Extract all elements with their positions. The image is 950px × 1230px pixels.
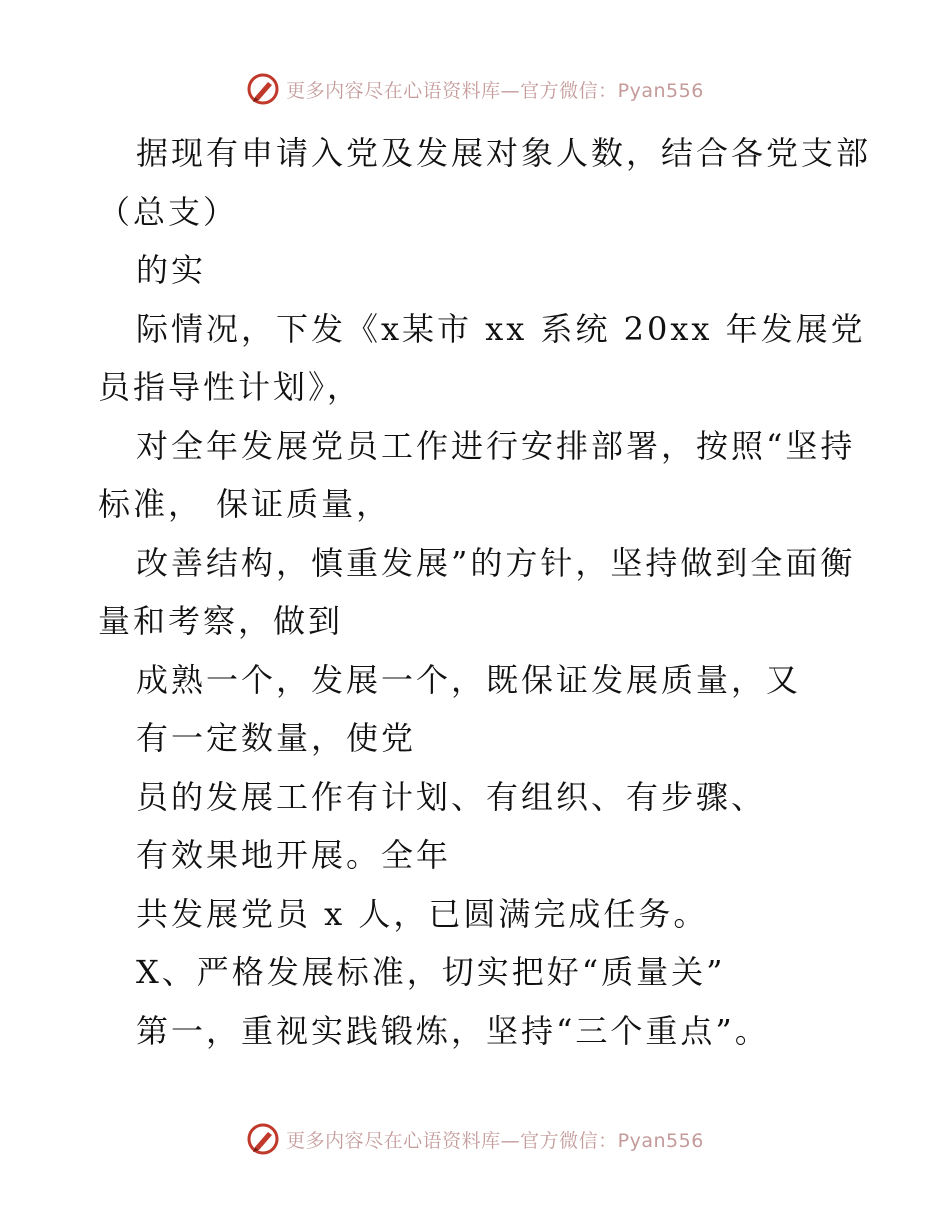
footer-watermark bbox=[0, 1122, 950, 1156]
text-line: 标准， 保证质量， bbox=[98, 485, 392, 523]
text-line: 员指导性计划》， bbox=[98, 368, 363, 406]
text-line: （总支） bbox=[98, 192, 239, 231]
text-line: 有效果地开展。全年 bbox=[136, 836, 452, 874]
text-line: 有一定数量，使党 bbox=[136, 719, 417, 757]
document-body bbox=[98, 124, 872, 1060]
text-line: 据现有申请入党及发展对象人数，结合各党支部 bbox=[136, 134, 872, 172]
text-line: 成熟一个，发展一个，既保证发展质量，又 bbox=[136, 660, 802, 699]
watermark-text: 更多内容尽在心语资料库—官方微信：Pyan556 bbox=[286, 79, 704, 102]
header-watermark bbox=[0, 72, 950, 106]
text-line: 量和考察，做到 bbox=[98, 602, 344, 640]
pen-logo-icon bbox=[246, 72, 280, 106]
section-heading: X、严格发展标准，切实把好“质量关” bbox=[136, 953, 726, 991]
text-line: 际情况，下发《x某市 xx 系统 20xx 年发展党 bbox=[136, 309, 866, 348]
text-line: 共发展党员 x 人，已圆满完成任务。 bbox=[136, 894, 709, 933]
text-line: 改善结构，慎重发展”的方针，坚持做到全面衡 bbox=[136, 543, 856, 582]
text-line: 员的发展工作有计划、有组织、有步骤、 bbox=[136, 777, 767, 816]
text-line: 第一，重视实践锻炼，坚持“三个重点”。 bbox=[136, 1011, 770, 1050]
text-line: 对全年发展党员工作进行安排部署，按照“坚持 bbox=[136, 426, 856, 465]
watermark-text: 更多内容尽在心语资料库—官方微信：Pyan556 bbox=[286, 1129, 704, 1152]
pen-logo-icon bbox=[246, 1122, 280, 1156]
text-line: 的实 bbox=[136, 251, 207, 289]
